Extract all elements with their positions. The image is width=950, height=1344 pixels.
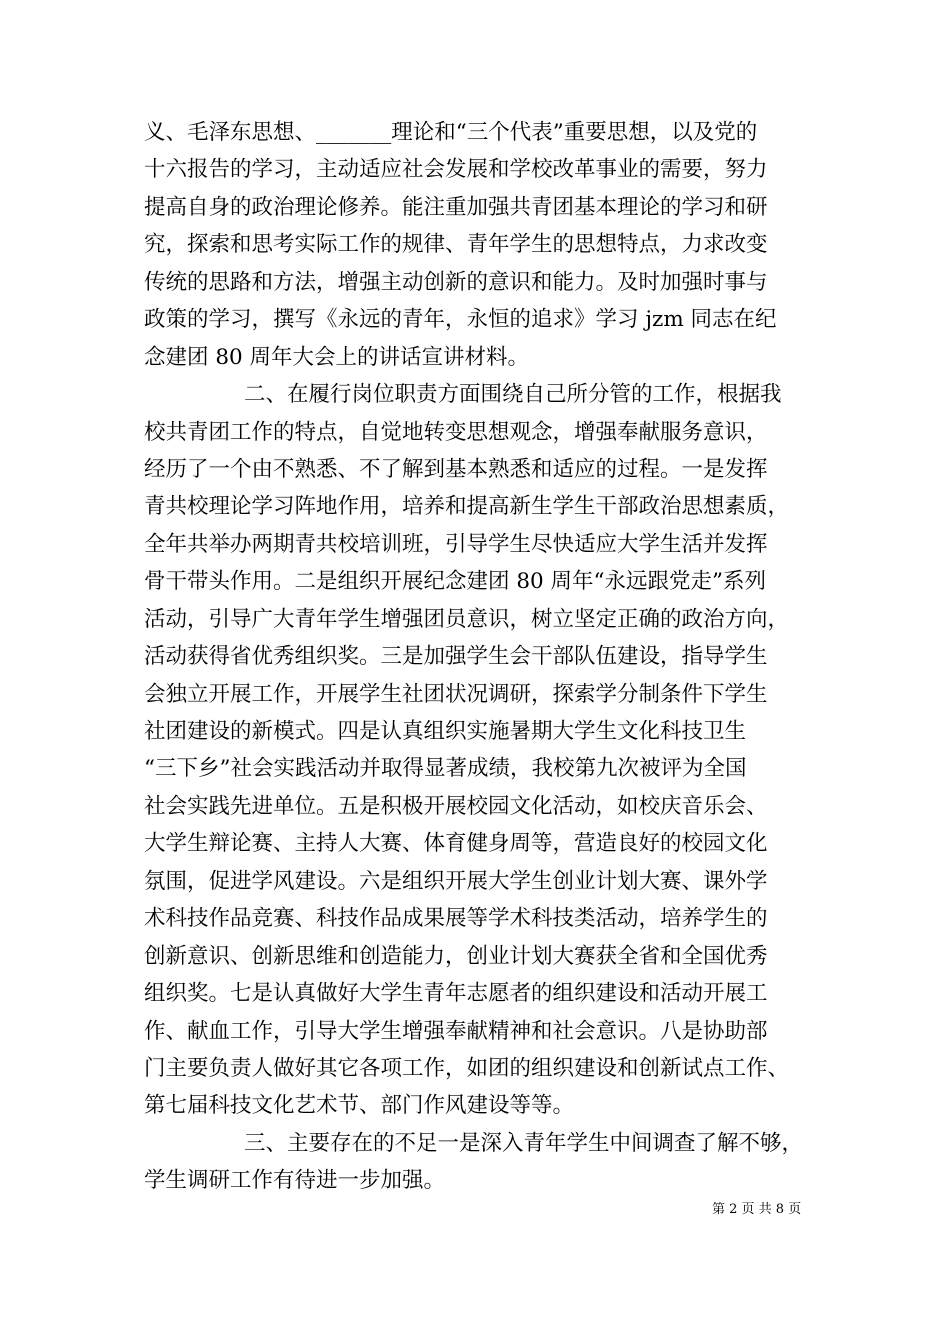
text-line: 门主要负责人做好其它各项工作，如团的组织建设和创新试点工作、	[144, 1055, 790, 1081]
text-line: 学生调研工作有待进一步加强。	[144, 1168, 446, 1194]
text-line: 氛围，促进学风建设。六是组织开展大学生创业计划大赛、课外学	[144, 868, 768, 894]
text-line: 二、在履行岗位职责方面围绕自己所分管的工作，根据我	[244, 382, 782, 408]
text-line: 传统的思路和方法，增强主动创新的意识和能力。及时加强时事与	[144, 269, 768, 295]
text-line: 义、毛泽东思想、_______理论和“三个代表”重要思想，以及党的	[144, 120, 758, 145]
text-line: 骨干带头作用。二是组织开展纪念建团 80 周年“永远跟党走”系列	[144, 569, 767, 595]
text-line: 组织奖。七是认真做好大学生青年志愿者的组织建设和活动开展工	[144, 981, 768, 1007]
text-line: 全年共举办两期青共校培训班，引导学生尽快适应大学生活并发挥	[144, 531, 768, 557]
text-line: 会独立开展工作，开展学生社团状况调研，探索学分制条件下学生	[144, 681, 768, 707]
paragraph-2	[144, 376, 814, 1125]
text-line: 作、献血工作，引导大学生增强奉献精神和社会意识。八是协助部	[144, 1018, 768, 1044]
text-line: 社会实践先进单位。五是积极开展校园文化活动，如校庆音乐会、	[144, 793, 768, 819]
text-line: 十六报告的学习，主动适应社会发展和学校改革事业的需要，努力	[144, 157, 768, 183]
text-line: 第七届科技文化艺术节、部门作风建设等等。	[144, 1093, 575, 1119]
text-line: “三下乡”社会实践活动并取得显著成绩，我校第九次被评为全国	[144, 756, 747, 782]
text-line: 究，探索和思考实际工作的规律、青年学生的思想特点，力求改变	[144, 232, 768, 258]
text-line: 青共校理论学习阵地作用，培养和提高新生学生干部政治思想素质，	[144, 494, 790, 520]
text-line: 活动，引导广大青年学生增强团员意识，树立坚定正确的政治方向，	[144, 606, 790, 632]
text-line: 创新意识、创新思维和创造能力，创业计划大赛获全省和全国优秀	[144, 943, 768, 969]
body-text	[144, 114, 814, 1200]
text-line: 社团建设的新模式。四是认真组织实施暑期大学生文化科技卫生	[144, 719, 747, 744]
paragraph-1	[144, 114, 814, 376]
text-line: 术科技作品竞赛、科技作品成果展等学术科技类活动，培养学生的	[144, 906, 768, 932]
text-line: 校共青团工作的特点，自觉地转变思想观念，增强奉献服务意识，	[144, 419, 768, 445]
text-line: 活动获得省优秀组织奖。三是加强学生会干部队伍建设，指导学生	[144, 644, 768, 670]
paragraph-3	[144, 1125, 814, 1200]
text-line: 政策的学习，撰写《永远的青年，永恒的追求》学习 jzm 同志在纪	[144, 307, 777, 333]
text-line: 大学生辩论赛、主持人大赛、体育健身周等，营造良好的校园文化	[144, 831, 768, 857]
text-line: 念建团 80 周年大会上的讲话宣讲材料。	[144, 344, 530, 370]
text-line: 三、主要存在的不足一是深入青年学生中间调查了解不够，	[244, 1130, 804, 1156]
text-line: 经历了一个由不熟悉、不了解到基本熟悉和适应的过程。一是发挥	[144, 456, 768, 482]
text-line: 提高自身的政治理论修养。能注重加强共青团基本理论的学习和研	[144, 194, 768, 220]
page-number-footer: 第 2 页 共 8 页	[712, 1202, 802, 1217]
